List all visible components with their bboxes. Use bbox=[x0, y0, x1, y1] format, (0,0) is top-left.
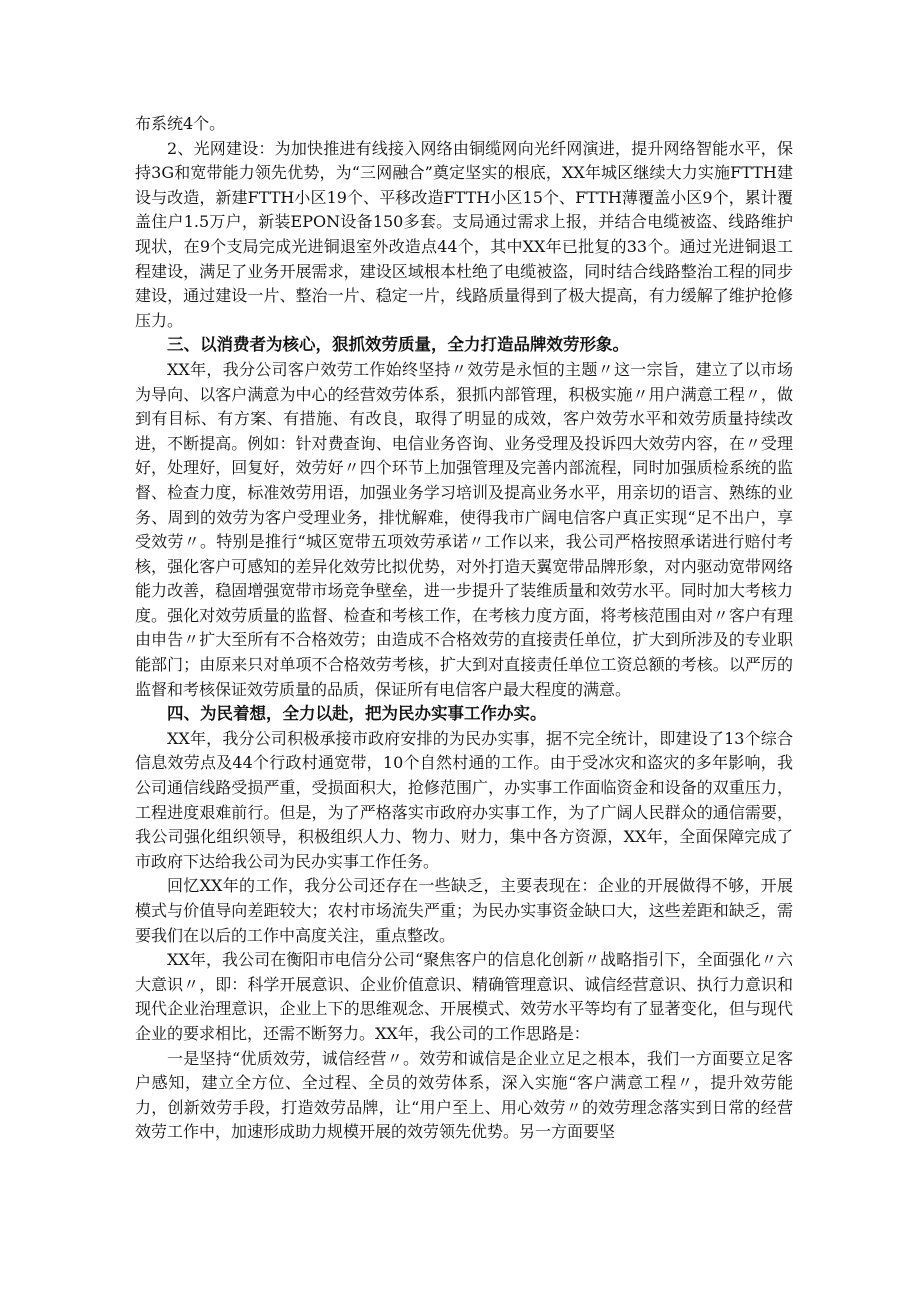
paragraph-six-awareness: XX年，我公司在衡阳市电信分公司“聚焦客户的信息化创新〃战略指引下，全面强化〃六大意识〃，即：科学开展意识、企业价值意识、精确管理意识、诚信经营意识、执行力意识和现代企业治理意识，企业上下的思维观念、开展模式、效劳水平等均有了显著变化，但与现代企业的要求相比，还需不断努力。XX年，我公司的工作思路是： bbox=[135, 950, 793, 1043]
document-body bbox=[135, 112, 793, 1145]
paragraph-quality-service: 一是坚持“优质效劳，诚信经营〃。效劳和诚信是企业立足之根本，我们一方面要立足客户感知，建立全方位、全过程、全员的效劳体系，深入实施“客户满意工程〃，提升效劳能力，创新效劳手段，打造效劳品牌，让“用户至上、用心效劳〃的效劳理念落实到日常的经营效劳工作中，加速形成助力规模开展的效劳领先优势。另一方面要坚 bbox=[135, 1048, 793, 1142]
section-heading-4: 四、为民着想，全力以赴，把为民办实事工作办实。 bbox=[167, 704, 547, 724]
paragraph-public-projects: XX年，我分公司积极承接市政府安排的为民办实事，据不完全统计，即建设了13个综合信息效劳点及44个行政村通宽带，10个自然村通的工作。由于受冰灾和盗灾的多年影响，我公司通信线路受损严重，受损面积大，抢修范围广，办实事工作面临资金和设备的双重压力，工程进度艰难前行。但是，为了严格落实市政府办实事工作，为了广阔人民群众的通信需要，我公司强化组织领导，积极组织人力、物力、财力，集中各方资源，XX年，全面保障完成了市政府下达给我公司为民办实事工作任务。 bbox=[135, 728, 793, 871]
section-heading-3: 三、以消费者为核心，狠抓效劳质量，全力打造品牌效劳形象。 bbox=[167, 335, 629, 355]
paragraph-customer-service: XX年，我分公司客户效劳工作始终坚持〃效劳是永恒的主题〃这一宗旨，建立了以市场为导向、以客户满意为中心的经营效劳体系，狠抓内部管理，积极实施〃用户满意工程〃，做到有目标、有方案、有措施、有改良，取得了明显的成效，客户效劳水平和效劳质量持续改进，不断提高。例如：针对费查询、电信业务咨询、业务受理及投诉四大效劳内容，在〃受理好，处理好，回复好，效劳好〃四个环节上加强管理及完善内部流程，同时加强质检系统的监督、检查力度，标准效劳用语，加强业务学习培训及提高业务水平，用亲切的语言、熟练的业务、周到的效劳为客户受理业务，排忧解难，使得我市广阔电信客户真正实现“足不出户，享受效劳〃。特别是推行“城区宽带五项效劳承诺〃工作以来，我公司严格按照承诺进行赔付考核，强化客户可感知的差异化效劳比拟优势，对外打造天翼宽带品牌形象，对内驱动宽带网络能力改善，稳固增强宽带市场竞争壁垒，进一步提升了装维质量和效劳水平。同时加大考核力度。强化对效劳质量的监督、检查和考核工作，在考核力度方面，将考核范围由对〃客户有理由申告〃扩大至所有不合格效劳；由造成不合格效劳的直接责任单位，扩大到所涉及的专业职能部门；由原来只对单项不合格效劳考核，扩大到对直接责任单位工资总额的考核。以严厉的监督和考核保证效劳质量的品质，保证所有电信客户最大程度的满意。 bbox=[135, 359, 793, 699]
paragraph-continuation: 布系统4个。 bbox=[135, 114, 226, 133]
paragraph-review-shortcomings: 回忆XX年的工作，我分公司还存在一些缺乏，主要表现在：企业的开展做得不够，开展模式与价值导向差距较大；农村市场流失严重；为民办实事资金缺口大，这些差距和缺乏，需要我们在以后的工作中高度关注，重点整改。 bbox=[135, 876, 793, 945]
paragraph-fiber-network: 2、光网建设：为加快推进有线接入网络由铜缆网向光纤网演进，提升网络智能水平，保持3G和宽带能力领先优势，为“三网融合”奠定坚实的根底，XX年城区继续大力实施FTTH建设与改造，新建FTTH小区19个、平移改造FTTH小区15个、FTTH薄覆盖小区9个，累计覆盖住户1.5万户，新装EPON设备150多套。支局通过需求上报，并结合电缆被盗、线路维护现状，在9个支局完成光进铜退室外改造点44个，其中XX年已批复的33个。通过光进铜退工程建设，满足了业务开展需求，建设区域根本杜绝了电缆被盗，同时结合线路整治工程的同步建设，通过建设一片、整治一片、稳定一片，线路质量得到了极大提高，有力缓解了维护抢修压力。 bbox=[135, 138, 793, 330]
